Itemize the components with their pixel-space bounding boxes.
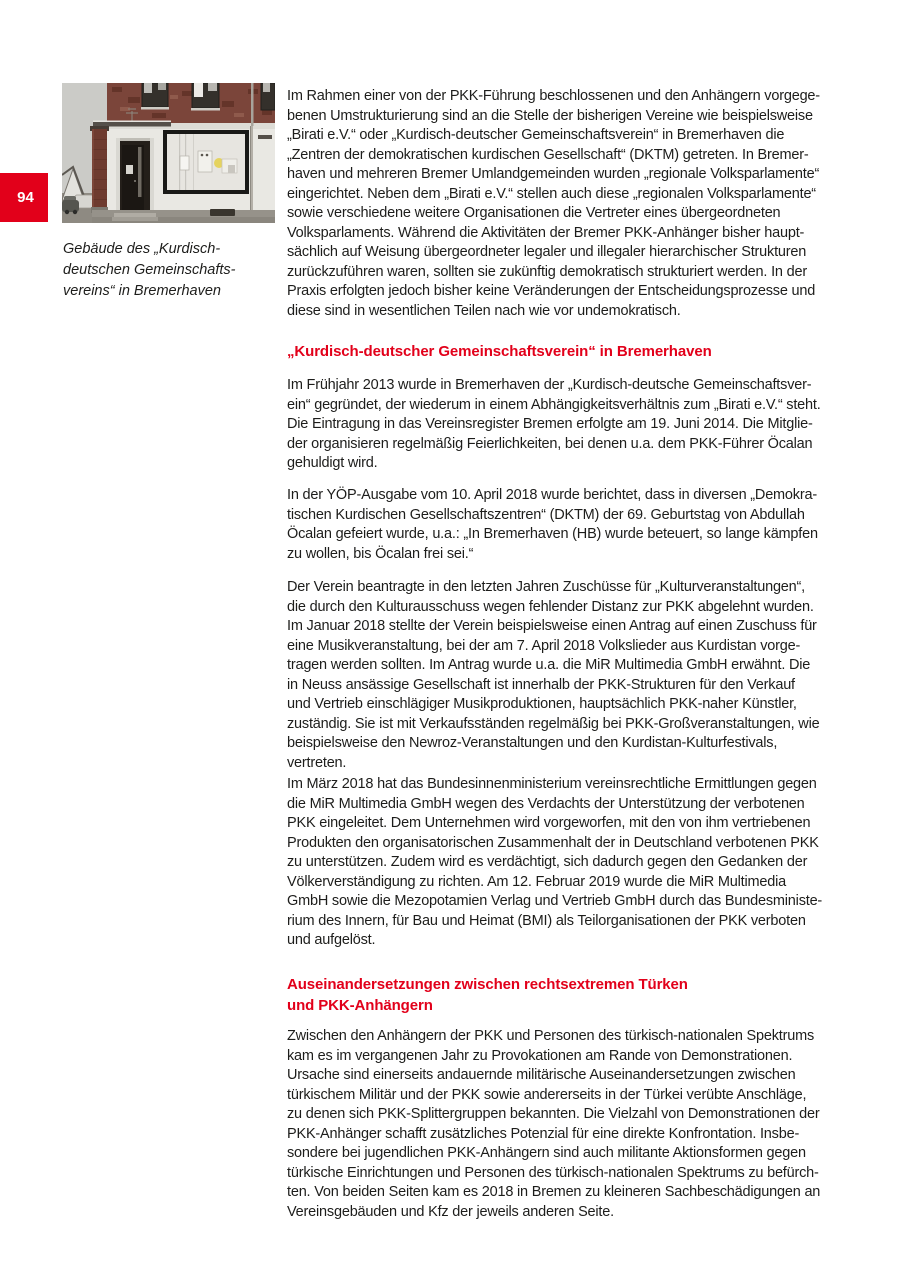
building-photo-illustration	[62, 83, 275, 223]
paragraph-confrontations: Zwischen den Anhängern der PKK und Personen des türkisch-nationalen Spektrums kam es im vergangenen Jahr zu Provokationen am Rande von Demonstrationen. Ursache sind einerseits andauernde militärische Auseinandersetzungen zwischen türkischem Militär und der PKK sowie andererseits in der Türkei verübte Anschläge, zu denen sich PKK-Splittergruppen bekannten. Die Vielzahl von Demonstrationen der PKK-Anhänger schafft zusätzliches Potenzial für eine direkte Konfrontation. Insbe- sondere bei jugendlichen PKK-Anhängern sind auch militante Aktionsformen gegen türkische Einrichtungen und Personen des türkisch-nationalen Spektrums zu befürch- ten. Von beiden Seiten kam es 2018 in Bremen zu kleineren Sachbeschädigungen an Vereinsgebäuden und Kfz der jeweils anderen Seite.	[287, 1028, 821, 1220]
figure-caption: Gebäude des „Kurdisch- deutschen Gemeinschafts- vereins“ in Bremerhaven	[63, 241, 236, 299]
building-photo	[62, 83, 275, 223]
paragraph-mir-investigation: Im März 2018 hat das Bundesinnenministerium vereinsrechtliche Ermittlungen gegen die MiR Multimedia GmbH wegen des Verdachts der Unterstützung der verbotenen PKK eingeleitet. Dem Unternehmen wird vorgeworfen, mit den von ihm vertriebenen Produkten den organisatorischen Zusammenhalt der in Deutschland verbotenen PKK zu unterstützen. Zudem wird es verdächtigt, sich dadurch gegen den Gedanken der Völkerverständigung zu richten. Am 12. Februar 2019 wurde die MiR Multimedia GmbH sowie die Mezopotamien Verlag und Vertrieb GmbH durch das Bundesministe- rium des Innern, für Bau und Heimat (BMI) als Teilorganisationen der PKK verboten und aufgelöst.	[287, 776, 823, 948]
paragraph-yop-report: In der YÖP-Ausgabe vom 10. April 2018 wurde berichtet, dass in diversen „Demokra- tischen Kurdischen Gesellschaftszentren“ (DKTM) der 69. Geburtstag von Abdullah Öcalan gefeiert wurde, u.a.: „In Bremerhaven (HB) wurde beteuert, so lange kämpfen zu wollen, bis Öcalan frei sei.“	[287, 487, 818, 562]
paragraph-grant-applications: Der Verein beantragte in den letzten Jahren Zuschüsse für „Kulturveranstaltungen“, die durch den Kulturausschuss wegen fehlender Distanz zur PKK abgelehnt wurden. Im Januar 2018 stellte der Verein beispielsweise einen Antrag auf einen Zuschuss für eine Musikveranstaltung, bei der am 7. April 2018 Volkslieder aus Kurdistan vorge- tragen werden sollten. Im Antrag wurde u.a. die MiR Multimedia GmbH erwähnt. Die in Neuss ansässige Gesellschaft ist innerhalb der PKK-Strukturen für den Verkauf und Vertrieb einschlägiger Musikproduktionen, hauptsächlich PKK-naher Künstler, zuständig. Sie ist mit Verkaufsständen regelmäßig bei PKK-Großveranstaltungen, wie beispielsweise den Newroz-Veranstaltungen und den Kurdistan-Kulturfestivals, vertreten.	[287, 579, 820, 771]
page-number: 94	[17, 189, 34, 206]
page-number-tab	[0, 173, 48, 222]
paragraph-restructuring: Im Rahmen einer von der PKK-Führung beschlossenen und den Anhängern vorgege- benen Umstrukturierung sind an die Stelle der bisherigen Vereine wie beispielsweise „Birati e.V.“ oder „Kurdisch-deutscher Gemeinschaftsverein“ in Bremerhaven die „Zentren der demokratischen kurdischen Gesellschaft“ (DKTM) getreten. In Bremer- haven und mehreren Bremer Umlandgemeinden wurden „regionale Volksparlamente“ eingerichtet. Neben dem „Birati e.V.“ stellen auch diese „regionalen Volksparlamente“ sowie verschiedene weitere Organisationen die Vertreter eines übergeordneten Volksparlaments. Während die Aktivitäten der Bremer PKK-Anhänger bisher haupt- sächlich auf Weisung übergeordneter legaler und illegaler hierarchischer Strukturen zurückzuführen waren, sollten sie zukünftig demokratisch strukturiert werden. In der Praxis erfolgten jedoch bisher keine Veränderungen der Entscheidungsprozesse und diese sind in wesentlichen Teilen nach wie vor undemokratisch.	[287, 88, 820, 319]
heading-gemeinschaftsverein-bremerhaven: „Kurdisch-deutscher Gemeinschaftsverein“ in Bremerhaven	[287, 343, 712, 360]
heading-auseinandersetzungen: Auseinandersetzungen zwischen rechtsextremen Türken und PKK-Anhängern	[287, 976, 688, 1014]
paragraph-founding-2013: Im Frühjahr 2013 wurde in Bremerhaven der „Kurdisch-deutsche Gemeinschaftsver- ein“ gegründet, der wiederum in einem Abhängigkeitsverhältnis zum „Birati e.V.“ steht. Die Eintragung in das Vereinsregister Bremen erfolgte am 19. Juni 2014. Die Mitglie- der organisieren regelmäßig Feierlichkeiten, bei denen u.a. dem PKK-Führer Öcalan gehuldigt wird.	[287, 377, 821, 471]
